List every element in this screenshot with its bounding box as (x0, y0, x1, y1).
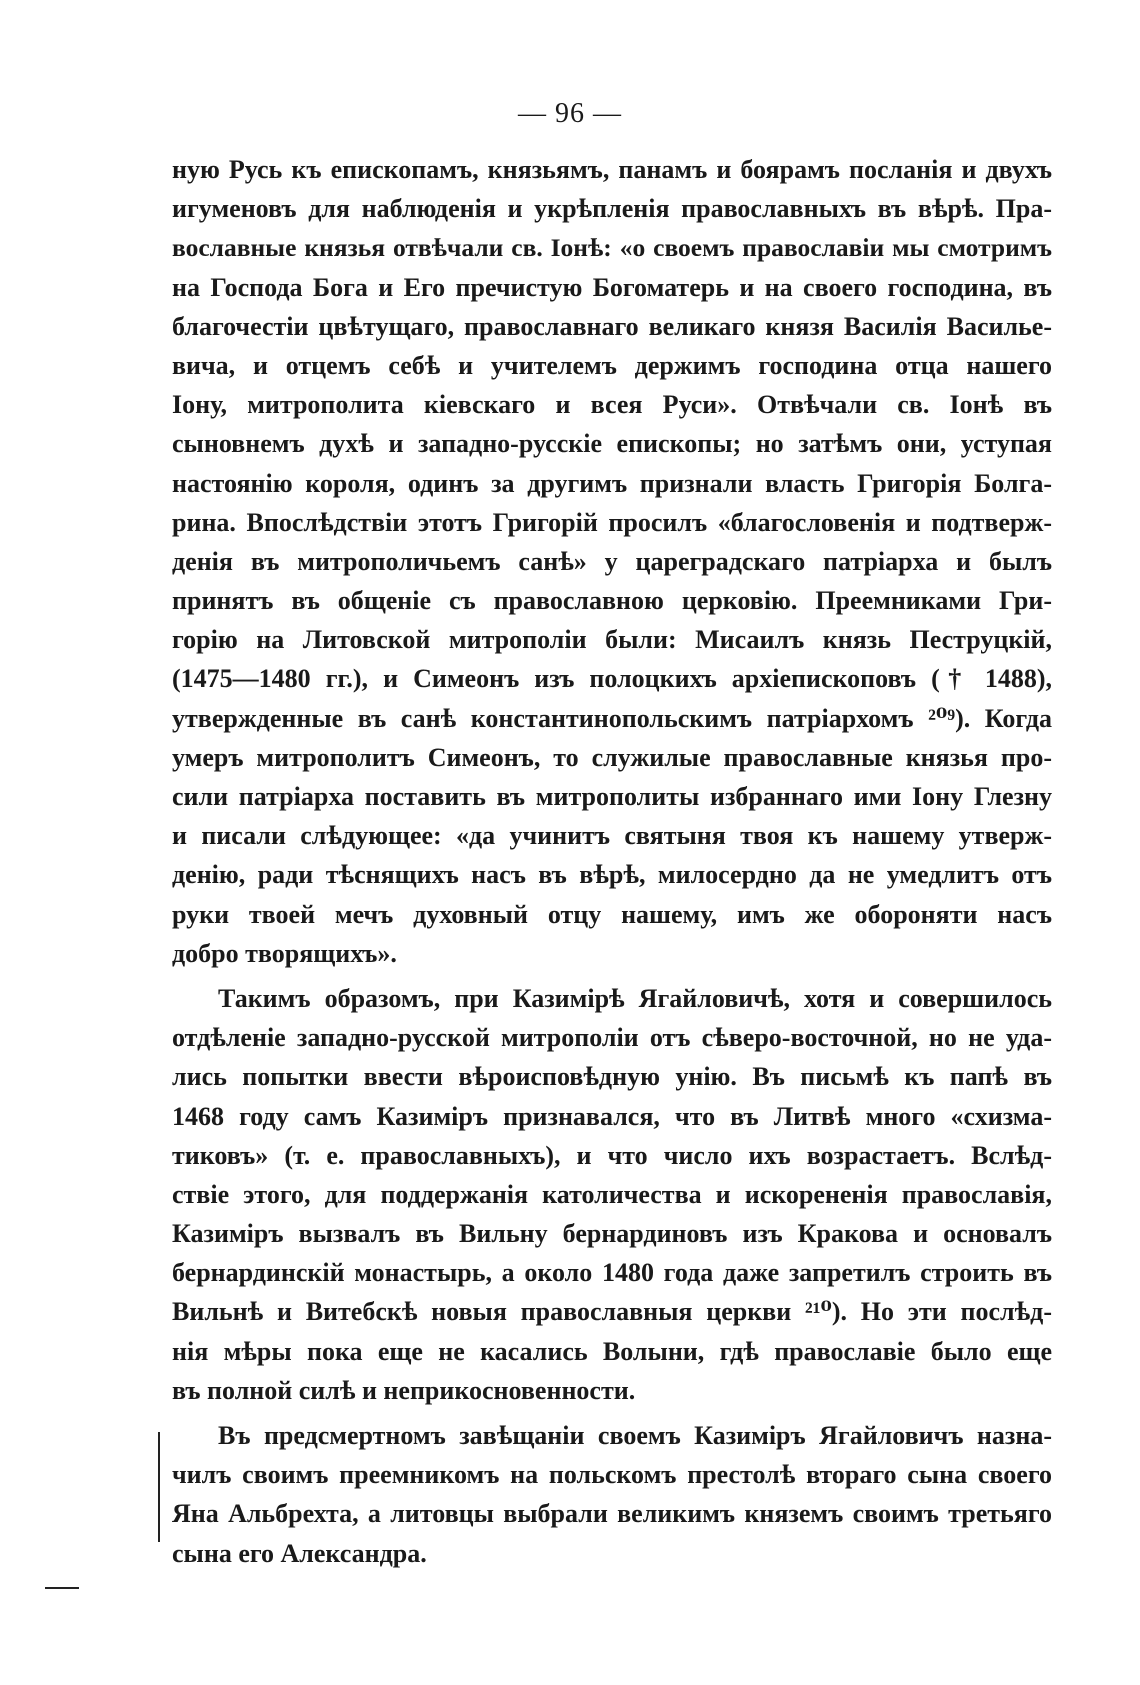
text-line: денія въ митрополичьемъ санѣ» у цареградскаго патріарха и былъ (172, 546, 1052, 576)
text-line: лись попытки ввести вѣроисповѣдную унію. Въ письмѣ къ папѣ въ (172, 1062, 1052, 1092)
text-line: настоянію короля, одинъ за другимъ признали власть Григорія Болга- (172, 468, 1052, 498)
text-line: вича, и отцемъ себѣ и учителемъ держимъ господина отца нашего (172, 350, 1052, 380)
text-line: Вильнѣ и Витебскѣ новыя православныя церкви ²¹⁰). Но эти послѣд- (172, 1297, 1052, 1327)
paragraph-3 (172, 1416, 1052, 1573)
text-line: сына его Александра. (172, 1538, 427, 1568)
text-line: добро творящихъ». (172, 938, 397, 968)
text-line: утвержденные въ санѣ константинопольскимъ патріархомъ ²⁰⁹). Когда (172, 703, 1052, 733)
text-line: отдѣленіе западно-русской митрополіи отъ сѣверо-восточной, но не уда- (172, 1023, 1052, 1053)
text-line: благочестіи цвѣтущаго, православнаго великаго князя Василія Василье- (172, 311, 1052, 341)
text-line: Такимъ образомъ, при Казимірѣ Ягайловичѣ, хотя и совершилось (218, 983, 1052, 1013)
footer-rule (45, 1587, 79, 1589)
text-line: бернардинскій монастырь, а около 1480 года даже запретилъ строить въ (172, 1258, 1052, 1288)
text-line: Въ предсмертномъ завѣщаніи своемъ Казиміръ Ягайловичъ назна- (218, 1421, 1052, 1450)
text-line: умеръ митрополитъ Симеонъ, то служилые православные князья про- (172, 742, 1052, 772)
text-line: Іону, митрополита кіевскаго и всея Руси». Отвѣчали св. Іонѣ въ (172, 390, 1052, 420)
text-line: ную Русь къ епископамъ, князьямъ, панамъ и боярамъ посланія и двухъ (172, 155, 1052, 184)
text-line: вославные князья отвѣчали св. Іонѣ: «о своемъ православіи мы смотримъ (172, 233, 1052, 263)
text-line: и писали слѣдующее: «да учинитъ святыня твоя къ нашему утверж- (172, 821, 1052, 851)
text-line: въ полной силѣ и неприкосновенности. (172, 1375, 636, 1405)
paragraph-1 (172, 150, 1052, 973)
text-line: рина. Впослѣдствіи этотъ Григорій просилъ «благословенія и подтверж- (172, 507, 1052, 537)
margin-mark (158, 1432, 160, 1542)
text-line: игуменовъ для наблюденія и укрѣпленія православныхъ въ вѣрѣ. Пра- (172, 194, 1052, 224)
text-column (172, 150, 1052, 1573)
text-line: нія мѣры пока еще не касались Волыни, гдѣ православіе было еще (172, 1336, 1052, 1366)
text-line: ствіе этого, для поддержанія католичества и искорененія православія, (172, 1179, 1052, 1209)
text-line: сили патріарха поставить въ митрополиты избраннаго ими Іону Глезну (172, 782, 1052, 811)
text-line: чилъ своимъ преемникомъ на польскомъ престолѣ втораго сына своего (172, 1460, 1052, 1490)
text-line: Яна Альбрехта, а литовцы выбрали великимъ княземъ своимъ третьяго (172, 1499, 1052, 1529)
text-line: руки твоей мечъ духовный отцу нашему, имъ же обороняти насъ (172, 899, 1052, 929)
text-line: (1475—1480 гг.), и Симеонъ изъ полоцкихъ архіепископовъ († 1488), (172, 664, 1052, 694)
text-line: тиковъ» (т. е. православныхъ), и что число ихъ возрастаетъ. Вслѣд- (172, 1140, 1052, 1170)
paragraph-2 (172, 979, 1052, 1410)
text-line: Казиміръ вызвалъ въ Вильну бернардиновъ изъ Кракова и основалъ (172, 1219, 1052, 1249)
text-line: принятъ въ общеніе съ православною церковію. Преемниками Гри- (172, 586, 1052, 616)
text-line: денію, ради тѣснящихъ насъ въ вѣрѣ, милосердно да не умедлитъ отъ (172, 860, 1052, 890)
text-line: на Господа Бога и Его пречистую Богоматерь и на своего господина, въ (172, 272, 1052, 302)
text-line: горію на Литовской митрополіи были: Мисаилъ князь Пеструцкій, (172, 625, 1052, 655)
page-number: — 96 — (518, 98, 622, 129)
text-line: сыновнемъ духѣ и западно-русскіе епископы; но затѣмъ они, уступая (172, 429, 1052, 459)
text-line: 1468 году самъ Казиміръ признавался, что въ Литвѣ много «схизма- (172, 1101, 1052, 1131)
